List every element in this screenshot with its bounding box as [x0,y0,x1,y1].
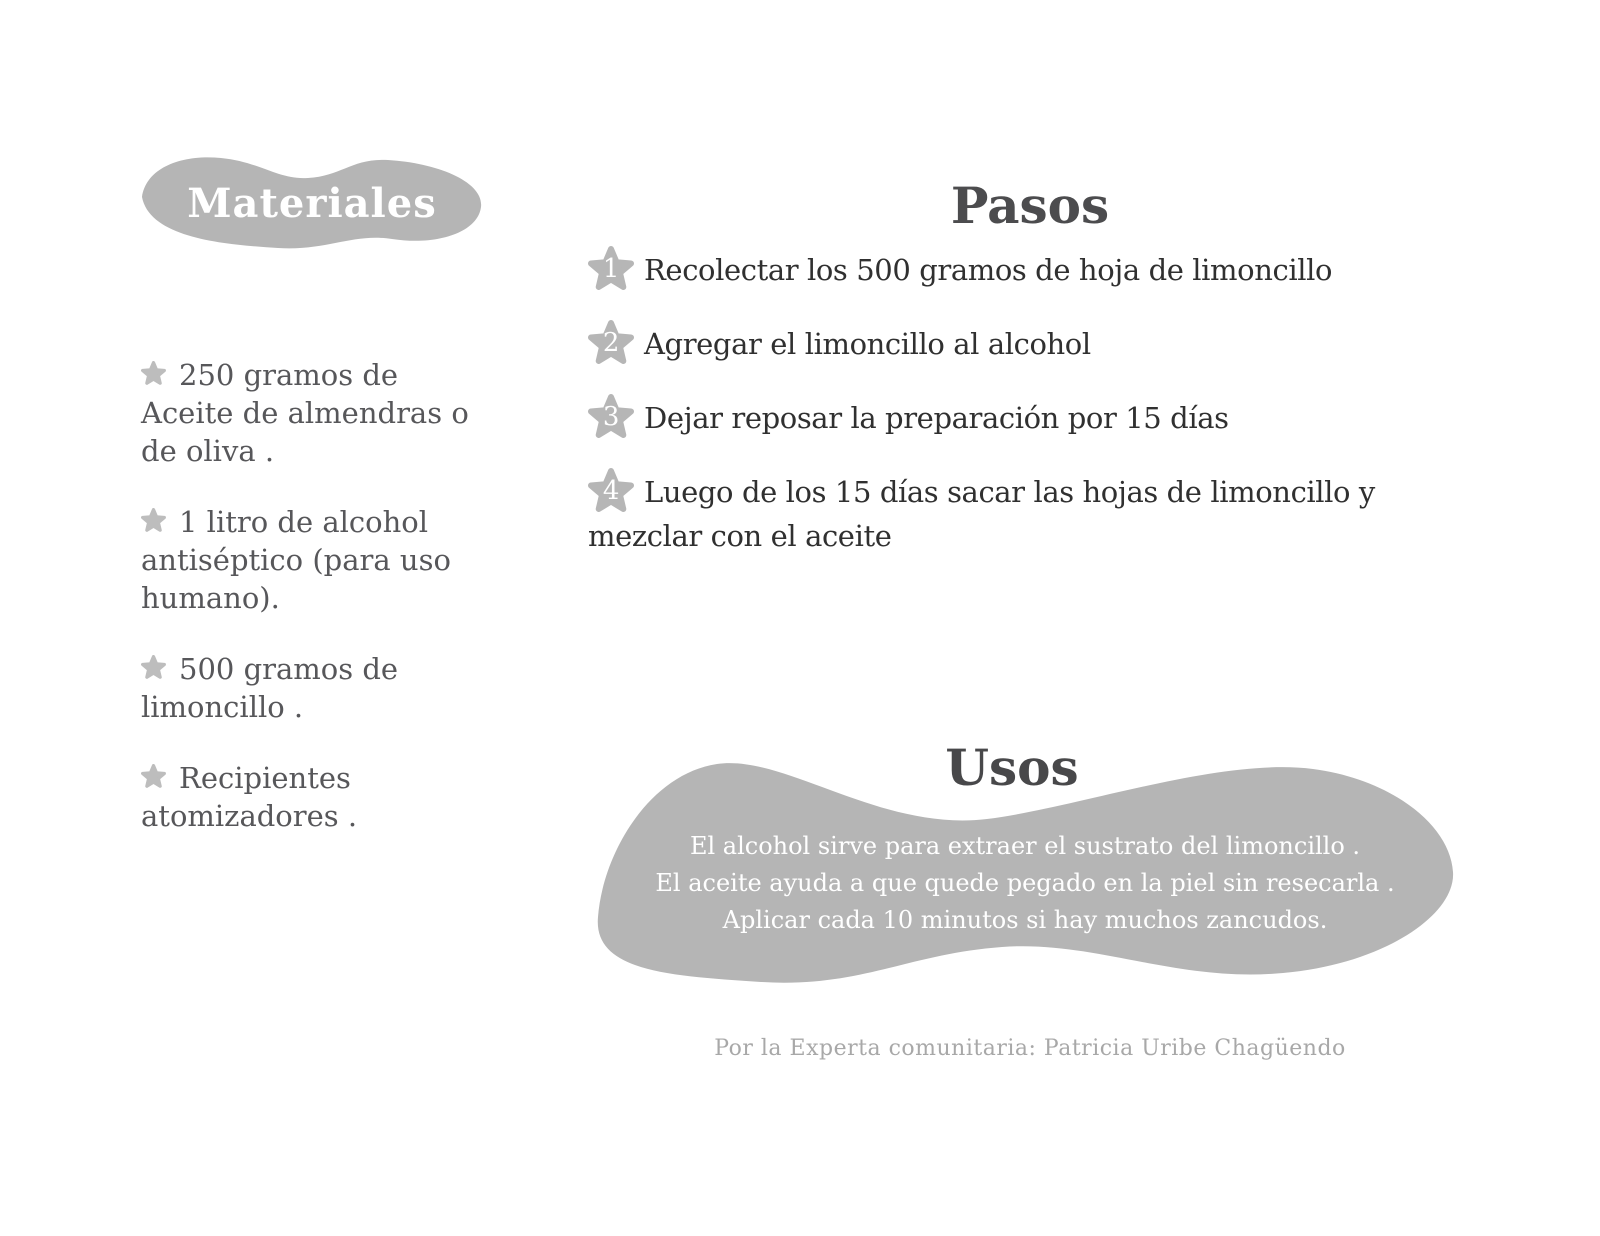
step-item-1 [588,246,1488,294]
step-2-star-badge-icon [588,320,634,368]
materials-header-blob [136,150,488,252]
material-item [141,503,495,617]
step-text: Recolectar los 500 gramos de hoja de limoncillo [644,253,1333,287]
material-text: 250 gramos de Aceite de almendras o de oliva . [141,358,469,468]
step-text: Luego de los 15 días sacar las hojas de limoncillo y mezclar con el aceite [588,475,1375,553]
steps-title: Pasos [950,176,1110,235]
material-text: 500 gramos de limoncillo . [141,652,399,724]
step-number: 2 [602,328,620,358]
materials-list [141,356,495,868]
star-bullet-icon [141,361,166,387]
credit-line: Por la Experta comunitaria: Patricia Uribe Chagüendo [714,1036,1346,1061]
step-item-4 [588,468,1488,556]
step-item-2 [588,320,1488,368]
star-bullet-icon [141,764,166,790]
step-3-star-badge-icon [588,394,634,442]
usos-title: Usos [945,738,1079,797]
material-item [141,356,495,470]
material-item [141,759,495,835]
usos-line: Aplicar cada 10 minutos si hay muchos zancudos. [722,906,1328,934]
materials-title: Materiales [187,179,437,227]
step-1-star-badge-icon [588,246,634,294]
material-text: 1 litro de alcohol antiséptico (para uso humano). [141,505,451,615]
usos-line: El aceite ayuda a que quede pegado en la piel sin resecarla . [655,869,1395,897]
star-bullet-icon [141,508,166,534]
star-bullet-icon [141,655,166,681]
usos-description [630,828,1420,939]
step-item-3 [588,394,1488,442]
step-text: Agregar el limoncillo al alcohol [644,327,1091,361]
step-text: Dejar reposar la preparación por 15 días [644,401,1229,435]
usos-line: El alcohol sirve para extraer el sustrato del limoncillo . [689,832,1361,860]
step-4-star-badge-icon [588,468,634,516]
material-item [141,650,495,726]
steps-list [588,246,1488,582]
step-number: 1 [602,254,620,284]
step-number: 4 [602,476,620,506]
step-number: 3 [602,402,620,432]
material-text: Recipientes atomizadores . [141,761,358,833]
